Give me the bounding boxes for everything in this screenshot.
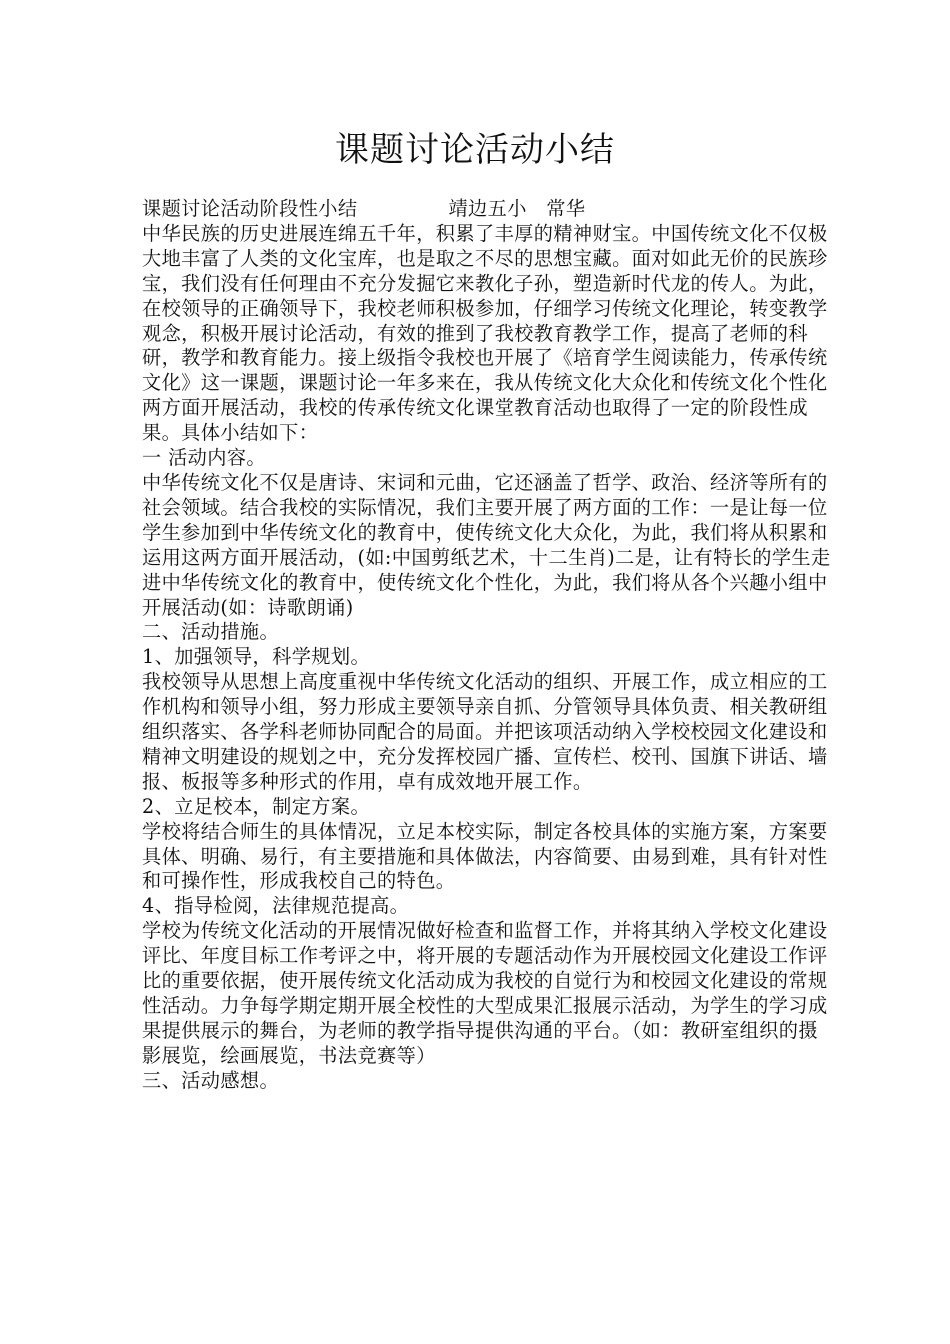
intro-paragraph: 中华民族的历史进展连绵五千年，积累了丰厚的精神财宝。中国传统文化不仅极大地丰富了人类的文化宝库，也是取之不尽的思想宝藏。面对如此无价的民族珍宝，我们没有任何理由不充分发掘它来教化子孙，塑造新时代龙的传人。为此，在校领导的正确领导下，我校老师积极参加，仔细学习传统文化理论，转变教学观念，积极开展讨论活动，有效的推到了我校教育教学工作，提高了老师的科研，教学和教育能力。接上级指令我校也开展了《培育学生阅读能力，传承传统文化》这一课题，课题讨论一年多来在，我从传统文化大众化和传统文化个性化两方面开展活动，我校的传承传统文化课堂教育活动也取得了一定的阶段性成果。具体小结如下： [142, 221, 828, 445]
measure-1-paragraph: 我校领导从思想上高度重视中华传统文化活动的组织、开展工作，成立相应的工作机构和领导小组，努力形成主要领导亲自抓、分管领导具体负责、相关教研组组织落实、各学科老师协同配合的局面。并把该项活动纳入学校校园文化建设和精神文明建设的规划之中，充分发挥校园广播、宣传栏、校刊、国旗下讲话、墙报、板报等多种形式的作用，卓有成效地开展工作。 [142, 670, 828, 793]
section-1-paragraph: 中华传统文化不仅是唐诗、宋词和元曲，它还涵盖了哲学、政治、经济等所有的社会领域。结合我校的实际情况，我们主要开展了两方面的工作：一是让每一位学生参加到中华传统文化的教育中，使传统文化大众化，为此，我们将从积累和运用这两方面开展活动，(如:中国剪纸艺术，十二生肖)二是，让有特长的学生走进中华传统文化的教育中，使传统文化个性化，为此，我们将从各个兴趣小组中开展活动(如：诗歌朗诵) [142, 470, 831, 619]
measure-4-paragraph: 学校为传统文化活动的开展情况做好检查和监督工作，并将其纳入学校文化建设评比、年度目标工作考评之中，将开展的专题活动作为开展校园文化建设工作评比的重要依据，使开展传统文化活动成为我校的自觉行为和校园文化建设的常规性活动。力争每学期定期开展全校性的大型成果汇报展示活动，为学生的学习成果提供展示的舞台，为老师的教学指导提供沟通的平台。（如：教研室组织的摄影展览，绘画展览，书法竞赛等） [142, 919, 828, 1067]
measure-4-heading: 4、指导检阅，法律规范提高。 [142, 894, 410, 918]
document-body [142, 197, 832, 1094]
document-subtitle: 课题讨论活动阶段性小结 靖边五小 常华 [142, 197, 586, 220]
measure-1-heading: 1、加强领导，科学规划。 [142, 645, 371, 669]
section-1-heading: 一 活动内容。 [142, 446, 267, 470]
section-3-heading: 三、活动感想。 [142, 1068, 280, 1092]
document-title: 课题讨论活动小结 [335, 130, 615, 170]
measure-2-paragraph: 学校将结合师生的具体情况，立足本校实际，制定各校具体的实施方案，方案要具体、明确、易行，有主要措施和具体做法，内容简要、由易到难，具有针对性和可操作性，形成我校自己的特色。 [142, 819, 828, 893]
measure-2-heading: 2、立足校本，制定方案。 [142, 794, 371, 818]
section-2-heading: 二、活动措施。 [142, 620, 280, 644]
